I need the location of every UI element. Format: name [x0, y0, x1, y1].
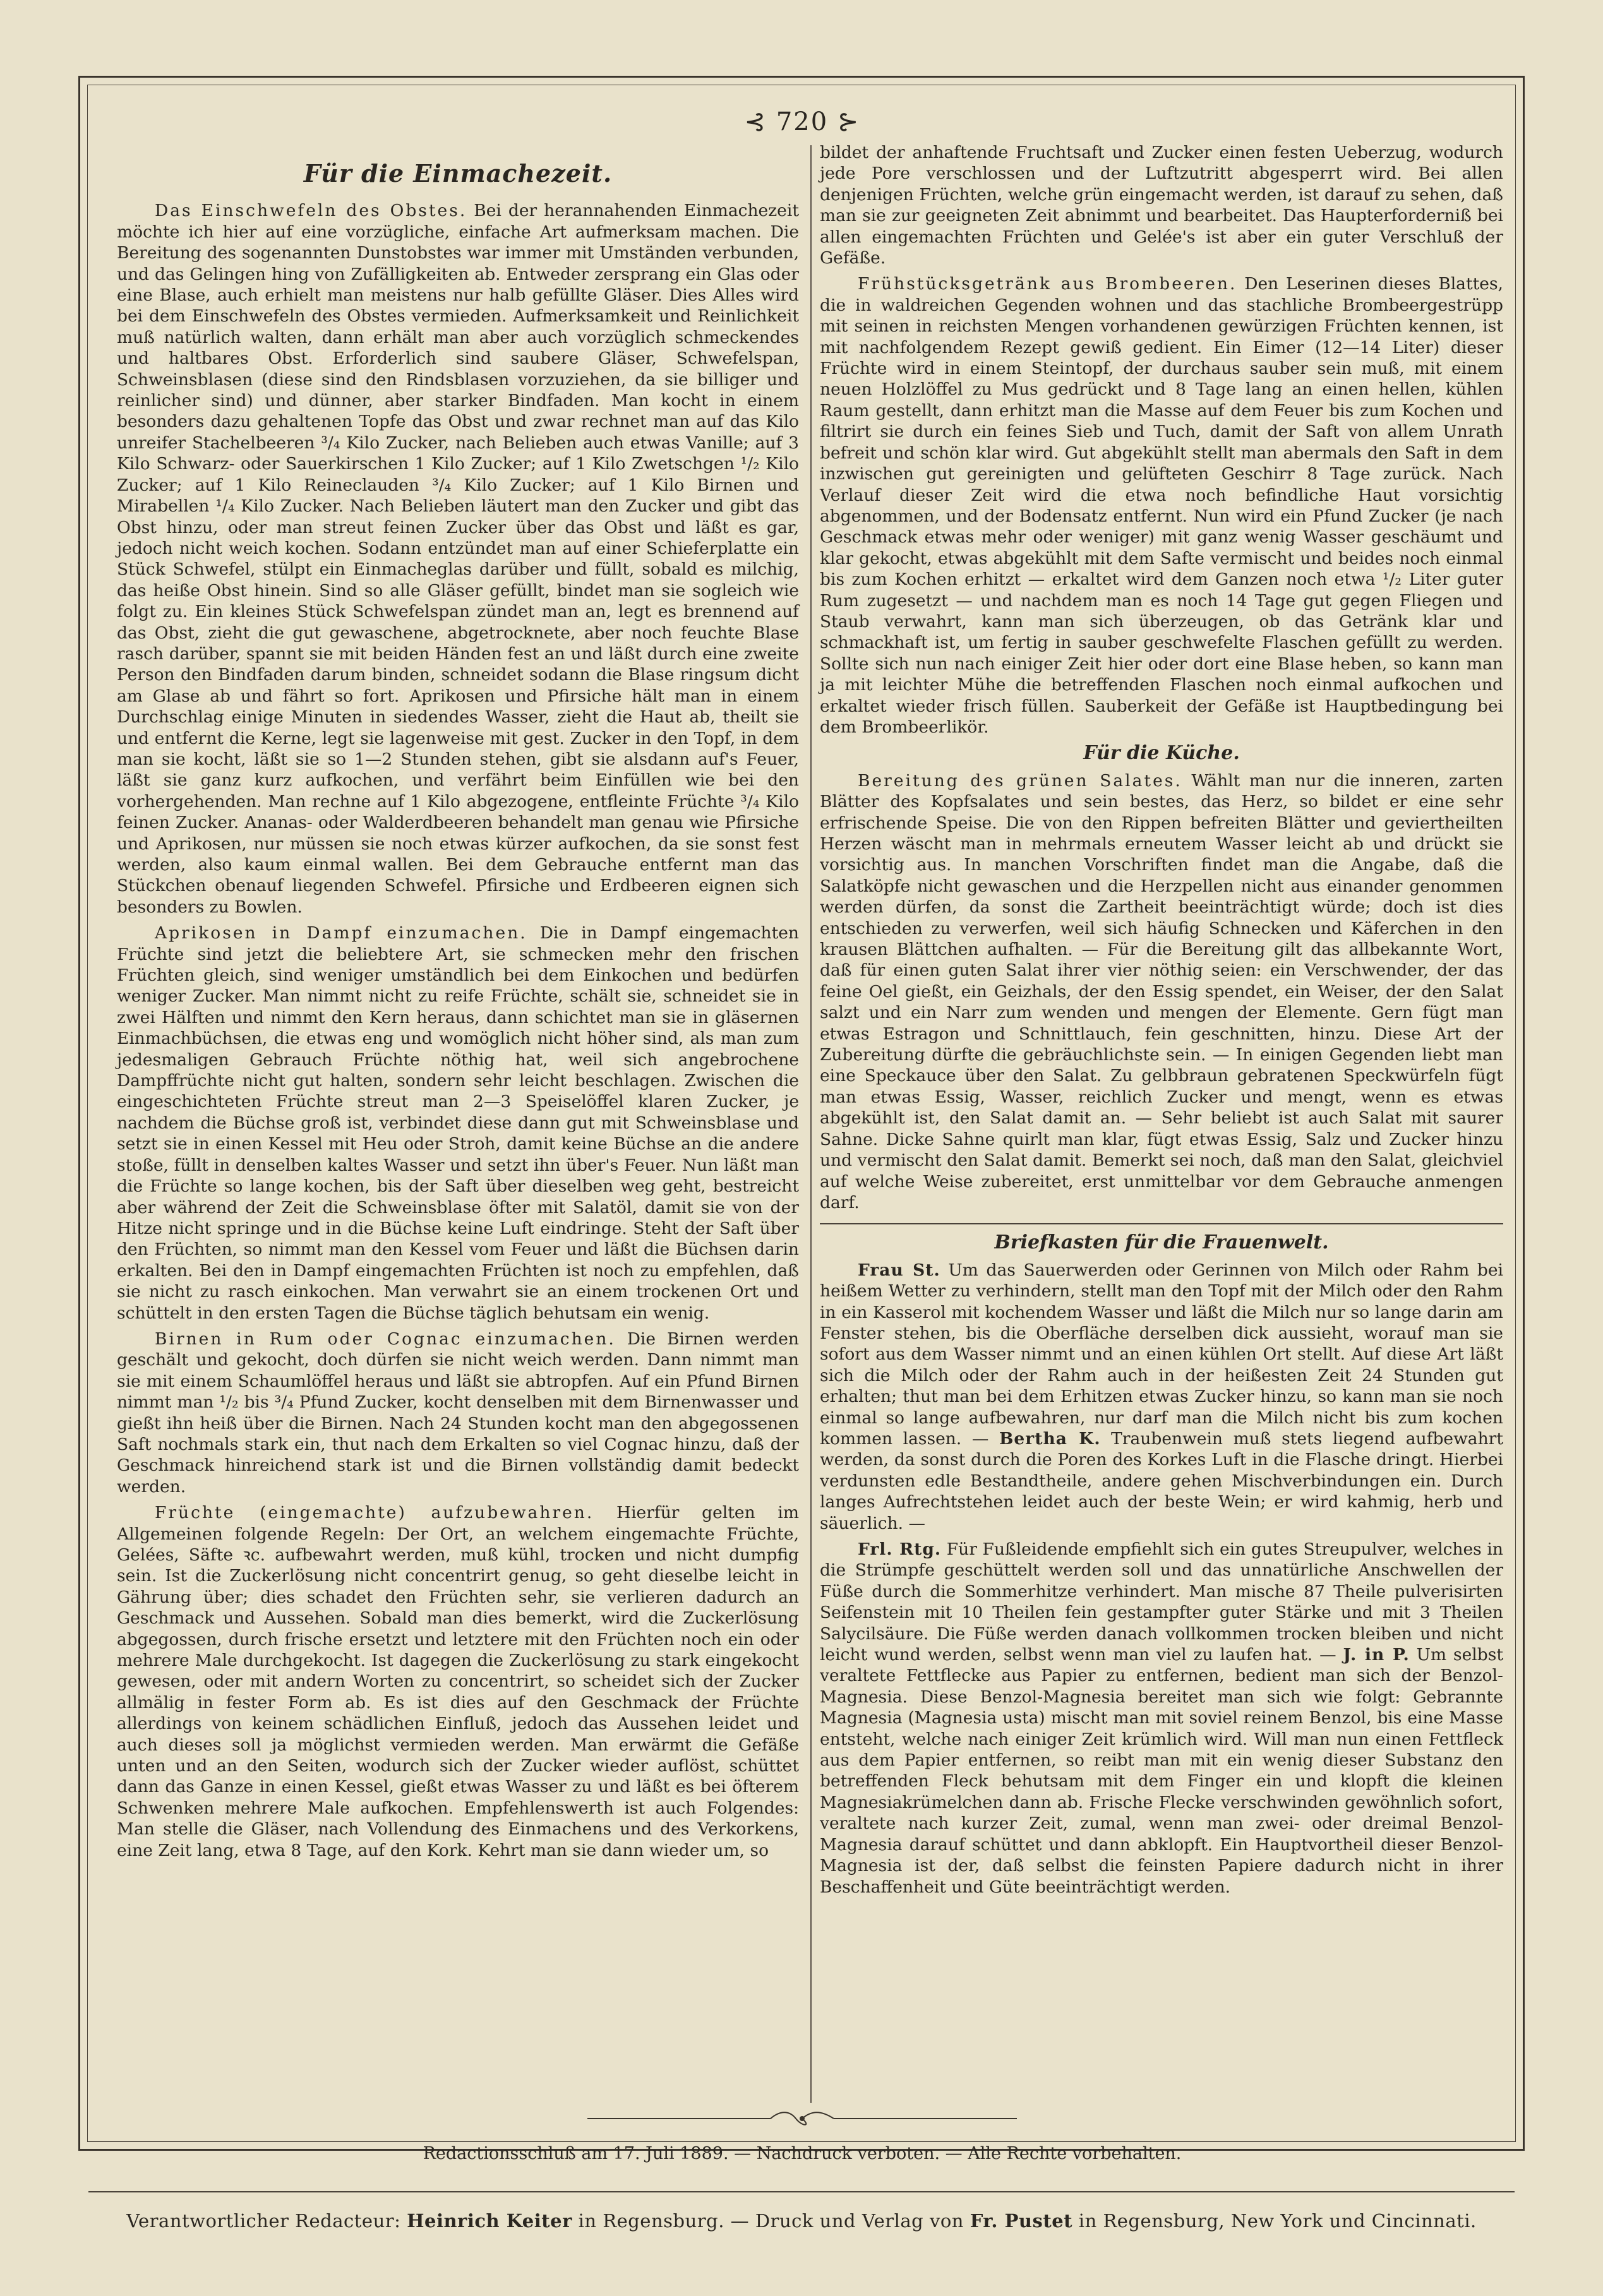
- page-number-value: 720: [776, 107, 829, 136]
- right-column: [820, 142, 1503, 1898]
- paragraph-heading: Birnen in Rum oder Cognac einzumachen.: [155, 1329, 616, 1349]
- paragraph-heading: Bereitung des grünen Salates.: [858, 770, 1182, 791]
- section-rule: [820, 1223, 1503, 1224]
- article-title: Für die Einmachezeit.: [303, 159, 613, 188]
- paragraph-body: Wählt man nur die inneren, zarten Blätter des Kopfsalates und sein bestes, das Herz, so bildet er eine sehr erfrischende Speise. Die von den Rippen befreiten Blätter und geviertheilten Herzen wäscht man in mehrmals erneutem Wasser leicht ab und drückt sie vorsichtig aus. In manchen Vorschriften findet man die Angabe, daß die Salatköpfe nicht gewaschen und die Herzpellen nicht aus einander genommen werden dürfen, da sonst die Zartheit beeinträchtigt würde; doch ist dies entschieden zu verwerfen, weil sich häufig Schnecken und Käferchen in den krausen Blättchen aufhalten. — Für die Bereitung gilt das allbekannte Wort, daß für einen guten Salat ihrer vier nöthig seien: ein Verschwender, der das feine Oel gießt, ein Geizhals, der den Essig spendet, ein Weiser, der den Salat salzt und ein Narr zum wenden und mengen der Elemente. Gern fügt man etwas Estragon und Schnittlauch, fein geschnitten, hinzu. Diese Art der Zubereitung dürfte die gebräuchlichste sein. — In einigen Gegenden liebt man eine Speckauce über den Salat. Zu gelbbraun gebratenen Speckwürfeln fügt man etwas Essig, Wasser, reichlich Zucker und mengt, wenn es etwas abgekühlt ist, den Salat damit an. — Sehr beliebt ist auch Salat mit saurer Sahne. Dicke Sahne quirlt man klar, fügt etwas Essig, Salz und Zucker hinzu und vermischt den Salat damit. Bemerkt sei noch, daß man den Salat, gleichviel auf welche Weise zubereitet, erst unmittelbar vor dem Gebrauche anmengen darf.: [820, 770, 1504, 1212]
- paragraph-body: Die in Dampf eingemachten Früchte sind jetzt die beliebtere Art, sie schmecken mehr den frischen Früchten gleich, sind weniger umständlich bei dem Einkochen und bedürfen weniger Zucker. Man nimmt nicht zu reife Früchte, schält sie, schneidet sie in zwei Hälften und nimmt den Kern heraus, dann schichtet man sie in gläsernen Einmachbüchsen, die etwas eng und womöglich nicht höher sind, als man zum jedesmaligen Gebrauch Früchte nöthig hat, weil sich angebrochene Dampffrüchte nicht gut halten, sondern sehr leicht beschlagen. Zwischen die eingeschichteten Früchte streut man 2—3 Speiselöffel klaren Zucker, je nachdem die Büchse groß ist, verbindet diese dann gut mit Schweinsblase und setzt sie in einen Kessel mit Heu oder Stroh, damit keine Büchse an die andere stoße, füllt in denselben kaltes Wasser und setzt ihn über's Feuer. Nun läßt man die Früchte so lange kochen, bis der Saft über dieselben weg geht, bestreicht aber während der Zeit die Schweinsblase öfter mit Salatöl, damit sie von der Hitze nicht springe und in die Büchse keine Luft eindringe. Steht der Saft über den Früchten, so nimmt man den Kessel vom Feuer und läßt die Büchsen darin erkalten. Bei den in Dampf eingemachten Früchten ist noch zu empfehlen, daß sie nicht zu rasch einkochen. Man verwahrt sie an einem trockenen Ort und schüttelt in den ersten Tagen die Büchse täglich behutsam ein wenig.: [117, 923, 799, 1323]
- letter-body: Um das Sauerwerden oder Gerinnen von Milch oder Rahm bei heißem Wetter zu verhindern, stellt man den Topf mit der Milch oder den Rahm in ein Kasserol mit kochendem Wasser und läßt die Milch nur so lange darin am Fenster stehen, bis die Oberfläche derselben dick aussieht, worauf man sie sofort aus dem Wasser nimmt und an einen kühlen Ort stellt. Auf diese Art läßt sich die Milch oder der Rahm auch in der heißesten Zeit 24 Stunden gut erhalten; thut man bei dem Erhitzen etwas Zucker hinzu, so kann man sie noch einmal so lange aufbewahren, nur darf man die Milch nicht bis zum kochen kommen lassen. —: [820, 1260, 1503, 1449]
- letter-body: Traubenwein muß stets liegend aufbewahrt werden, da sonst durch die Poren des Korkes Luft in die Flasche dringt. Hierbei verdunsten edle Bestandtheile, andere gehen Mischverbindungen ein. Durch langes Aufrechtstehen leidet auch der beste Wein; er wird kahmig, herb und säuerlich. —: [820, 1428, 1503, 1533]
- paragraph-body: Die Birnen werden geschält und gekocht, doch dürfen sie nicht weich werden. Dann nimmt man sie mit einem Schaumlöffel heraus und läßt sie abtropfen. Auf ein Pfund Birnen nimmt man ¹/₂ bis ³/₄ Pfund Zucker, kocht denselben mit dem Birnenwasser und gießt ihn heiß über die Birnen. Nach 24 Stunden kocht man den abgegossenen Saft nochmals stark ein, thut nach dem Erkalten so viel Cognac hinzu, daß der Geschmack hinreichend stark ist und die Birnen vollständig damit bedeckt werden.: [117, 1329, 799, 1497]
- paragraph-body: Hierfür gelten im Allgemeinen folgende Regeln: Der Ort, an welchem eingemachte Früchte, Gelées, Säfte ꝛc. aufbewahrt werden, muß kühl, trocken und nicht dumpfig sein. Ist die Zuckerlösung nicht concentrirt genug, so geht dieselbe leicht in Gährung über; dies schadet den Früchten sehr, sie verlieren dadurch an Geschmack und Aussehen. Sobald man dies bemerkt, wird die Zuckerlösung abgegossen, durch frische ersetzt und letztere mit den Früchten noch ein oder mehrere Male durchgekocht. Ist dagegen die Zuckerlösung zu stark eingekocht gewesen, oder mit andern Worten zu concentrirt, so scheidet sich der Zucker allmälig in fester Form ab. Es ist dies auf den Geschmack der Früchte allerdings von keinem schädlichen Einfluß, jedoch das Aussehen leidet und auch dieses soll ja möglichst vermieden werden. Man erwärmt die Gefäße unten und an den Seiten, wodurch sich der Zucker wieder auflöst, schüttet dann das Ganze in einen Kessel, gießt etwas Wasser zu und läßt es bei öfterem Schwenken mehrere Male aufkochen. Empfehlenswerth ist auch Folgendes: Man stelle die Gläser, nach Vollendung des Einmachens und des Verkorkens, eine Zeit lang, etwa 8 Tage, auf den Kork. Kehrt man sie dann wieder um, so: [117, 1503, 799, 1860]
- imprint: [88, 2210, 1515, 2232]
- paragraph-brombeeren: [820, 273, 1503, 738]
- imprint-middle: in Regensburg. — Druck und Verlag von: [578, 2210, 964, 2232]
- paragraph-salat: [820, 770, 1503, 1214]
- paragraph-einschwefeln: [117, 200, 799, 918]
- imprint-prefix: Verantwortlicher Redacteur:: [126, 2210, 401, 2232]
- column-divider: [810, 145, 812, 2103]
- letter-recipient: J. in P.: [1343, 1645, 1410, 1665]
- letter-recipient: Frau St.: [858, 1260, 940, 1280]
- paragraph-heading: Aprikosen in Dampf einzumachen.: [155, 923, 527, 943]
- paragraph-body: Bei der herannahenden Einmachezeit möchte ich hier auf eine vorzügliche, einfache Art aufmerksam machen. Die Bereitung des sogenannten Dunstobstes war immer mit Umständen verbunden, und das Gelingen hing von Zufälligkeiten ab. Entweder zersprang ein Glas oder eine Blase, auch erhielt man meistens nur halb gefüllte Gläser. Dies Alles wird bei dem Einschwefeln des Obstes vermieden. Aufmerksamkeit und Reinlichkeit muß natürlich walten, dann erhält man aber auch vorzüglich schmeckendes und haltbares Obst. Erforderlich sind saubere Gläser, Schwefelspan, Schweinsblasen (diese sind den Rindsblasen vorzuziehen, da sie billiger und reinlicher sind) und dünner, aber starker Bindfaden. Man kocht in einem besonders dazu gehaltenen Topfe das Obst und zwar rechnet man auf das Kilo unreifer Stachelbeeren ³/₄ Kilo Zucker, nach Belieben auch etwas Vanille; auf 3 Kilo Schwarz- oder Sauerkirschen 1 Kilo Zucker; auf 1 Kilo Zwetschgen ¹/₂ Kilo Zucker; auf 1 Kilo Reineclauden ³/₄ Kilo Zucker; auf 1 Kilo Birnen und Mirabellen ¹/₄ Kilo Zucker. Nach Belieben läutert man den Zucker und gibt das Obst hinzu, oder man streut feinen Zucker über das Obst und läßt es gar, jedoch nicht weich kochen. Sodann entzündet man auf einer Schieferplatte ein Stück Schwefel, stülpt ein Einmacheglas darüber und füllt, sobald es milchig, das heiße Obst hinein. Sind so alle Gläser gefüllt, bindet man sie sogleich wie folgt zu. Ein kleines Stück Schwefelspan zündet man an, legt es brennend auf das Obst, zieht die gut gewaschene, abgetrocknete, aber noch feuchte Blase rasch darüber, spannt sie mit beiden Händen fest an und läßt durch eine zweite Person den Bindfaden darum binden, schneidet sodann die Blase ringsum dicht am Glase ab und fährt so fort. Aprikosen und Pfirsiche hält man in einem Durchschlag einige Minuten in siedendes Wasser, zieht die Haut ab, theilt sie und entfernt die Kerne, legt sie lagenweise mit gest. Zucker in den Topf, in dem man sie kocht, läßt sie so 1—2 Stunden stehen, gibt sie alsdann auf's Feuer, läßt sie ganz kurz aufkochen, und verfährt beim Einfüllen wie bei den vorhergehenden. Man rechne auf 1 Kilo abgezogene, entfleinte Früchte ³/₄ Kilo feinen Zucker. Ananas- oder Walderdbeeren behandelt man genau wie Pfirsiche und Aprikosen, nur müssen sie noch etwas kürzer aufkochen, da sie sonst fest werden, also kaum einmal wallen. Bei dem Gebrauche entfernt man das Stückchen obenauf liegenden Schwefel. Pfirsiche und Erdbeeren eignen sich besonders zu Bowlen.: [117, 201, 799, 917]
- paragraph-heading: Frühstücksgetränk aus Brombeeren.: [858, 274, 1237, 294]
- letter-body: Um selbst veraltete Fettflecke aus Papier zu entfernen, bedient man sich der Benzol-Magnesia. Diese Benzol-Magnesia bereitet man sich wie folgt: Gebrannte Magnesia (Magnesia usta) mischt man mit soviel reinem Benzol, bis eine Masse entsteht, welche nach einiger Zeit krümlich wird. Will man nun einen Fettfleck aus dem Papier entfernen, so reibt man mit ein wenig dieser Substanz den betreffenden Fleck behutsam mit dem Finger ein und klopft die kleinen Magnesiakrümelchen dann ab. Frische Flecke verschwinden gewöhnlich sofort, veraltete nach kurzer Zeit, zumal, wenn man zwei- oder dreimal Benzol-Magnesia darauf schüttet und dann abklopft. Ein Hauptvortheil dieser Benzol-Magnesia ist der, daß selbst die feinsten Papiere dadurch nicht in ihrer Beschaffenheit und Güte beeinträchtigt werden.: [820, 1645, 1503, 1897]
- paragraph-body: Den Leserinen dieses Blattes, die in waldreichen Gegenden wohnen und das stachliche Brombeergestrüpp mit seinen in reichsten Mengen vorhandenen gewürzigen Früchten kennen, ist mit nachfolgendem Rezept gewiß gedient. Ein Eimer (12—14 Liter) dieser Früchte wird in einem Steintopf, der durchaus sauber sein muß, mit einem neuen Holzlöffel zu Mus gedrückt und 8 Tage lang an einen hellen, kühlen Raum gestellt, dann erhitzt man die Masse auf dem Feuer bis zum Kochen und filtrirt sie durch ein feines Sieb und Tuch, damit der Saft von allem Unrath befreit und schön klar wird. Gut abgekühlt stellt man abermals den Saft in dem inzwischen gut gereinigten und gelüfteten Geschirr 8 Tage zurück. Nach Verlauf dieser Zeit wird die etwa noch befindliche Haut vorsichtig abgenommen, und der Bodensatz entfernt. Nun wird ein Pfund Zucker (je nach Geschmack etwas mehr oder weniger) mit ganz wenig Wasser geschäumt und klar gekocht, etwas abgekühlt mit dem Safte vermischt und beides noch einmal bis zum Kochen erhitzt — erkaltet wird dem Ganzen noch etwa ¹/₂ Liter guter Rum zugesetzt — und nachdem man es noch 14 Tage gut gegen Fliegen und Staub verwahrt, kann man sich überzeugen, ob das Getränk klar und schmackhaft ist, um fertig in sauber geschwefelte Flaschen gefüllt zu werden. Sollte sich nun nach einiger Zeit hier oder dort eine Blase heben, so kann man ja mit leichter Mühe die betreffenden Flaschen noch einmal aufkochen und erkaltet wieder frisch füllen. Sauberkeit der Gefäße ist Hauptbedingung bei dem Brombeerlikör.: [820, 274, 1503, 737]
- left-column: [117, 159, 799, 1861]
- paragraph-heading: Früchte (eingemachte) aufzubewahren.: [155, 1503, 594, 1523]
- letter-recipient: Bertha K.: [999, 1428, 1101, 1449]
- imprint-editor: Heinrich Keiter: [407, 2210, 572, 2232]
- paragraph-fruechte: [117, 1502, 799, 1861]
- letter-frl-rtg: [820, 1539, 1503, 1898]
- letter-body: Für Fußleidende empfiehlt sich ein gutes Streupulver, welches in die Strümpfe geschüttelt werden soll und das unnatürliche Anschwellen der Füße durch die Sommerhitze verhindert. Man mische 87 Theile pulverisirten Seifenstein mit 10 Theilen fein gestampfter guter Stärke und mit 3 Theilen Salycilsäure. Die Füße werden danach vollkommen trocken bleiben und nicht leicht wund werden, selbst wenn man viel zu laufen hat. —: [820, 1540, 1503, 1665]
- imprint-rule: [88, 2191, 1515, 2192]
- ornament-left-icon: ⊰: [744, 107, 767, 136]
- imprint-publisher: Fr. Pustet: [970, 2210, 1073, 2232]
- letter-recipient: Frl. Rtg.: [858, 1540, 942, 1559]
- paragraph-birnen: [117, 1329, 799, 1497]
- letter-frau-st: [820, 1260, 1503, 1534]
- footer-note: Redactionsschluß am 17. Juli 1889. — Nachdruck verboten. — Alle Rechte vorbehalten.: [423, 2144, 1182, 2163]
- page-number: [695, 107, 910, 136]
- imprint-suffix: in Regensburg, New York und Cincinnati.: [1078, 2210, 1477, 2232]
- paragraph-continuation: bildet der anhaftende Fruchtsaft und Zucker einen festen Ueberzug, wodurch jede Pore verschlossen und der Luftzutritt abgesperrt wird. Bei allen denjenigen Früchten, welche grün eingemacht werden, ist darauf zu sehen, daß man sie zur geeigneten Zeit abnimmt und bearbeitet. Das Haupterforderniß bei allen eingemachten Früchten und Gelée's ist aber ein guter Verschluß der Gefäße.: [820, 143, 1503, 268]
- paragraph-aprikosen: [117, 923, 799, 1324]
- ornamental-divider-icon: [587, 2109, 1017, 2128]
- section-title-briefkasten: Briefkasten für die Frauenwelt.: [994, 1231, 1329, 1254]
- ornament-right-icon: ⊱: [837, 107, 860, 136]
- paragraph-heading: Das Einschwefeln des Obstes.: [155, 201, 467, 221]
- section-title-kueche: Für die Küche.: [1083, 742, 1240, 765]
